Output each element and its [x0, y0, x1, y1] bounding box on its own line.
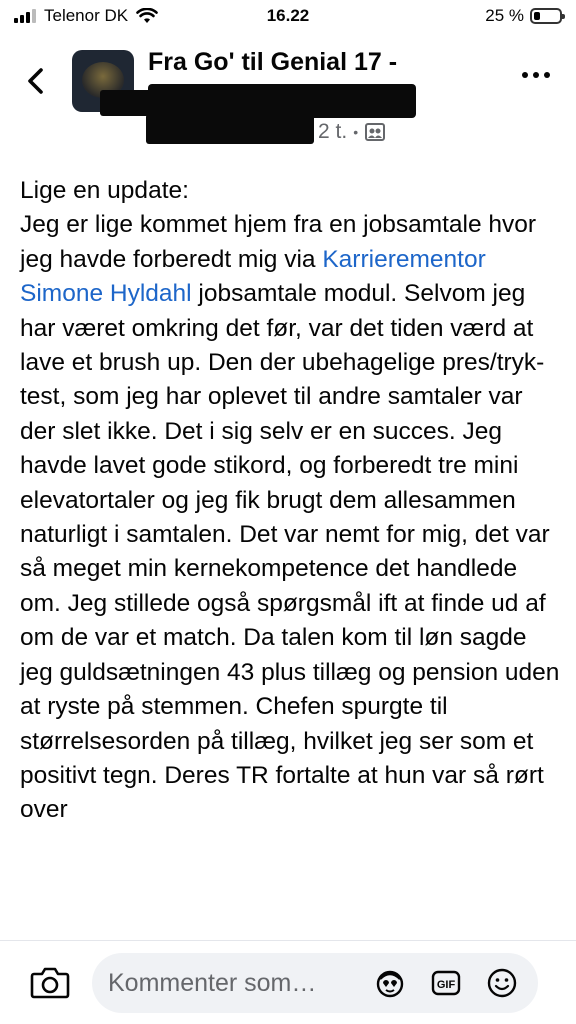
post-intro: Lige en update: [20, 177, 189, 204]
comment-placeholder: Kommenter som… [108, 969, 317, 997]
battery-percent: 25 % [485, 6, 524, 25]
status-bar [0, 0, 576, 34]
post-text-part: jobsamtale modul. Selvom jeg har været omkring det før, var det tiden værd at lave et brush up. Den der ubehagelige pres/tryk-test, som jeg har oplevet til andre samtaler var der slet ikke. Det i sig selv er en succes. Jeg havde lavet gode stikord, og forberedt tre mini elevatortaler og jeg fik brugt dem allesammen naturligt i samtalen. Det var nemt for mig, det var så meget min kernekompetence det handlede om. Jeg stillede også spørgsmål ift at finde ud af om de var et match. Da talen kom til løn sagde jeg guldsætningen 43 plus tillæg og pension uden at ryste på stemmen. Chefen spurgte til størrelsesorden på tillæg, hvilket jeg ser som et positivt tegn. Deres TR fortalte at hun var så rørt over [20, 280, 560, 824]
emoji-icon[interactable] [486, 967, 518, 999]
avatar-sticker-icon[interactable] [374, 967, 406, 999]
meta-separator: • [353, 124, 359, 140]
camera-icon[interactable] [30, 965, 70, 999]
battery-icon [530, 8, 562, 24]
comment-input[interactable] [92, 953, 538, 1013]
redaction-bar [146, 114, 314, 144]
post-text [20, 208, 562, 827]
comment-composer [0, 940, 576, 1024]
group-privacy-icon [364, 121, 386, 143]
svg-text:GIF: GIF [436, 979, 456, 991]
post-meta [318, 120, 386, 144]
back-icon[interactable] [22, 66, 52, 96]
status-right [485, 6, 562, 26]
redaction-bar [100, 90, 160, 116]
status-time: 16.22 [266, 6, 310, 25]
post-time[interactable]: 2 t. [318, 120, 348, 143]
redaction-bar [148, 84, 416, 118]
more-options-icon[interactable] [522, 72, 550, 78]
post-body [20, 174, 562, 828]
post-header [0, 38, 576, 162]
carrier-name: Telenor DK [44, 6, 129, 25]
mention-link[interactable]: Karrierementor Simone Hyldahl [20, 245, 486, 308]
group-name[interactable]: Fra Go' til Genial 17 - [148, 48, 398, 76]
gif-icon[interactable] [430, 967, 462, 999]
post-text-part: Jeg er lige kommet hjem fra en jobsamtale hvor jeg havde forberedt mig via [20, 211, 537, 273]
